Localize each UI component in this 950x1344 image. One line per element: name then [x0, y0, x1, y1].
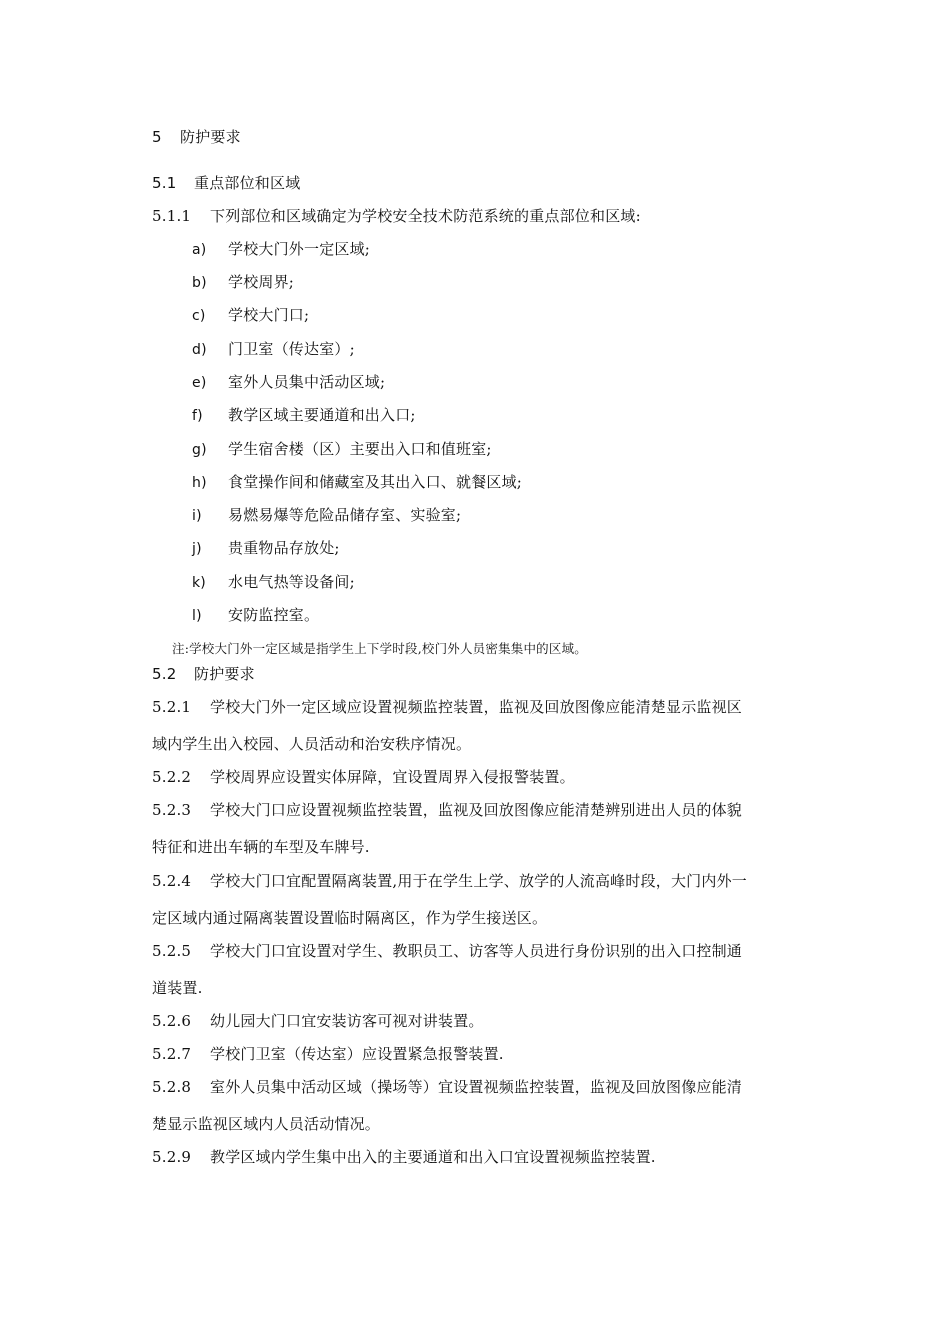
clause-5-2-3: [152, 800, 742, 820]
clause-5-2-1: [152, 697, 742, 717]
list-item-label: b): [192, 275, 207, 291]
clause-5-2-5-cont: 道装置.: [152, 979, 203, 997]
clause-5-2-4-cont: 定区域内通过隔离装置设置临时隔离区，作为学生接送区。: [152, 909, 548, 927]
list-item-text: 学校大门口;: [228, 306, 310, 324]
clause-text: 室外人员集中活动区域（操场等）宜设置视频监控装置，监视及回放图像应能清: [210, 1078, 743, 1096]
clause-text: 学校大门外一定区域应设置视频监控装置，监视及回放图像应能清楚显示监视区: [210, 698, 743, 716]
clause-number: 5.2.5: [152, 942, 192, 960]
list-item-text: 学校周界;: [228, 273, 295, 291]
list-item-label: d): [192, 342, 207, 358]
clause-5-2-3-cont: 特征和进出车辆的车型及车牌号.: [152, 838, 370, 856]
list-item-label: e): [192, 375, 207, 391]
list-item: [192, 405, 416, 426]
list-item-label: j): [192, 541, 202, 557]
clause-number: 5.2.3: [152, 801, 192, 819]
list-item: [192, 605, 319, 626]
clause-number: 5.2.9: [152, 1148, 192, 1166]
list-item-label: c): [192, 308, 206, 324]
clause-number: 5.2.1: [152, 698, 192, 716]
clause-5-2-5: [152, 941, 742, 961]
list-item-text: 贵重物品存放处;: [228, 539, 340, 557]
clause-text: 幼儿园大门口宜安装访客可视对讲装置。: [210, 1012, 484, 1030]
clause-text: 学校大门口宜配置隔离装置,用于在学生上学、放学的人流高峰时段，大门内外一: [210, 872, 747, 890]
list-item-text: 食堂操作间和储藏室及其出入口、就餐区域;: [228, 473, 523, 491]
list-item-text: 学生宿舍楼（区）主要出入口和值班室;: [228, 440, 492, 458]
clause-5-2-6: [152, 1011, 484, 1031]
clause-5-2-8: [152, 1077, 742, 1097]
section-heading-5-1: [152, 173, 300, 193]
list-item: [192, 339, 355, 360]
clause-5-2-1-cont: 域内学生出入校园、人员活动和治安秩序情况。: [152, 735, 472, 753]
clause-text: 学校大门口应设置视频监控装置，监视及回放图像应能清楚辨别进出人员的体貌: [210, 801, 743, 819]
list-item-label: k): [192, 575, 206, 591]
list-item-text: 门卫室（传达室）;: [228, 340, 355, 358]
clause-5-2-2: [152, 767, 575, 787]
list-item-label: a): [192, 242, 207, 258]
section-heading-5-2: [152, 664, 255, 684]
list-item-text: 水电气热等设备间;: [228, 573, 355, 591]
clause-5-2-7: [152, 1044, 504, 1064]
clause-text: 学校门卫室（传达室）应设置紧急报警装置.: [210, 1045, 504, 1063]
clause-5-1-1: [152, 206, 641, 226]
list-item-text: 室外人员集中活动区域;: [228, 373, 386, 391]
clause-number: 5.2.4: [152, 872, 192, 890]
list-item: [192, 305, 309, 326]
section-number: 5.2: [152, 665, 177, 683]
clause-number: 5.2.6: [152, 1012, 192, 1030]
clause-5-2-9: [152, 1147, 656, 1167]
list-item: [192, 538, 340, 559]
section-title: 防护要求: [194, 665, 255, 683]
clause-5-2-8-cont: 楚显示监视区域内人员活动情况。: [152, 1115, 381, 1133]
clause-number: 5.2.2: [152, 768, 192, 786]
list-item-label: f): [192, 408, 203, 424]
list-item: [192, 505, 461, 526]
list-item: [192, 439, 492, 460]
clause-text: 教学区域内学生集中出入的主要通道和出入口宜设置视频监控装置.: [210, 1148, 656, 1166]
list-item: [192, 272, 294, 293]
section-number: 5: [152, 128, 162, 146]
section-number: 5.1: [152, 174, 177, 192]
list-item-text: 易燃易爆等危险品储存室、实验室;: [228, 506, 462, 524]
clause-text: 学校周界应设置实体屏障，宜设置周界入侵报警装置。: [210, 768, 575, 786]
list-item-label: h): [192, 475, 207, 491]
list-item: [192, 239, 370, 260]
clause-text: 学校大门口宜设置对学生、教职员工、访客等人员进行身份识别的出入口控制通: [210, 942, 743, 960]
section-title: 重点部位和区域: [194, 174, 301, 192]
list-item-label: l): [192, 608, 202, 624]
list-item-label: g): [192, 442, 207, 458]
clause-number: 5.2.7: [152, 1045, 192, 1063]
note: 注:学校大门外一定区域是指学生上下学时段,校门外人员密集集中的区域。: [172, 641, 587, 656]
list-item: [192, 472, 522, 493]
list-item-label: i): [192, 508, 202, 524]
clause-text: 下列部位和区域确定为学校安全技术防范系统的重点部位和区域:: [210, 207, 641, 225]
clause-5-2-4: [152, 871, 747, 891]
list-item: [192, 572, 355, 593]
clause-number: 5.1.1: [152, 207, 192, 225]
clause-number: 5.2.8: [152, 1078, 192, 1096]
section-title: 防护要求: [180, 128, 241, 146]
list-item-text: 安防监控室。: [228, 606, 320, 624]
section-heading-5: [152, 127, 241, 147]
list-item-text: 教学区域主要通道和出入口;: [228, 406, 416, 424]
list-item-text: 学校大门外一定区域;: [228, 240, 371, 258]
list-item: [192, 372, 385, 393]
